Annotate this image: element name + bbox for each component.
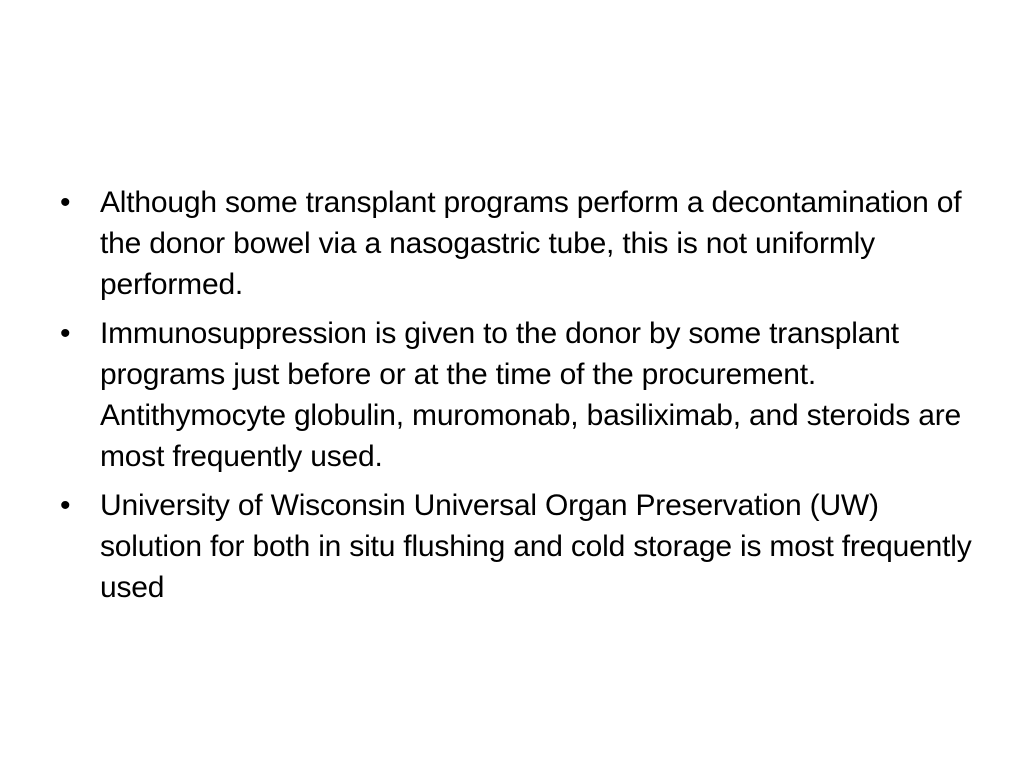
bullet-item-immunosuppression [60,313,980,477]
slide-content [60,182,980,616]
bullet-item-uw-solution [60,485,980,608]
bullet-icon: • [60,489,71,522]
bullet-text: University of Wisconsin Universal Organ Preservation (UW) solution for both in situ flushing and cold storage is most frequently used [100,489,972,604]
bullet-item-decontamination [60,182,980,305]
bullet-text: Although some transplant programs perform a decontamination of the donor bowel via a nasogastric tube, this is not uniformly performed. [100,186,962,301]
bullet-list [60,182,980,608]
bullet-text: Immunosuppression is given to the donor by some transplant programs just before or at the time of the procurement. Antithymocyte globulin, muromonab, basiliximab, and steroids are most frequently used. [100,317,961,473]
bullet-icon: • [60,186,71,219]
bullet-icon: • [60,317,71,350]
